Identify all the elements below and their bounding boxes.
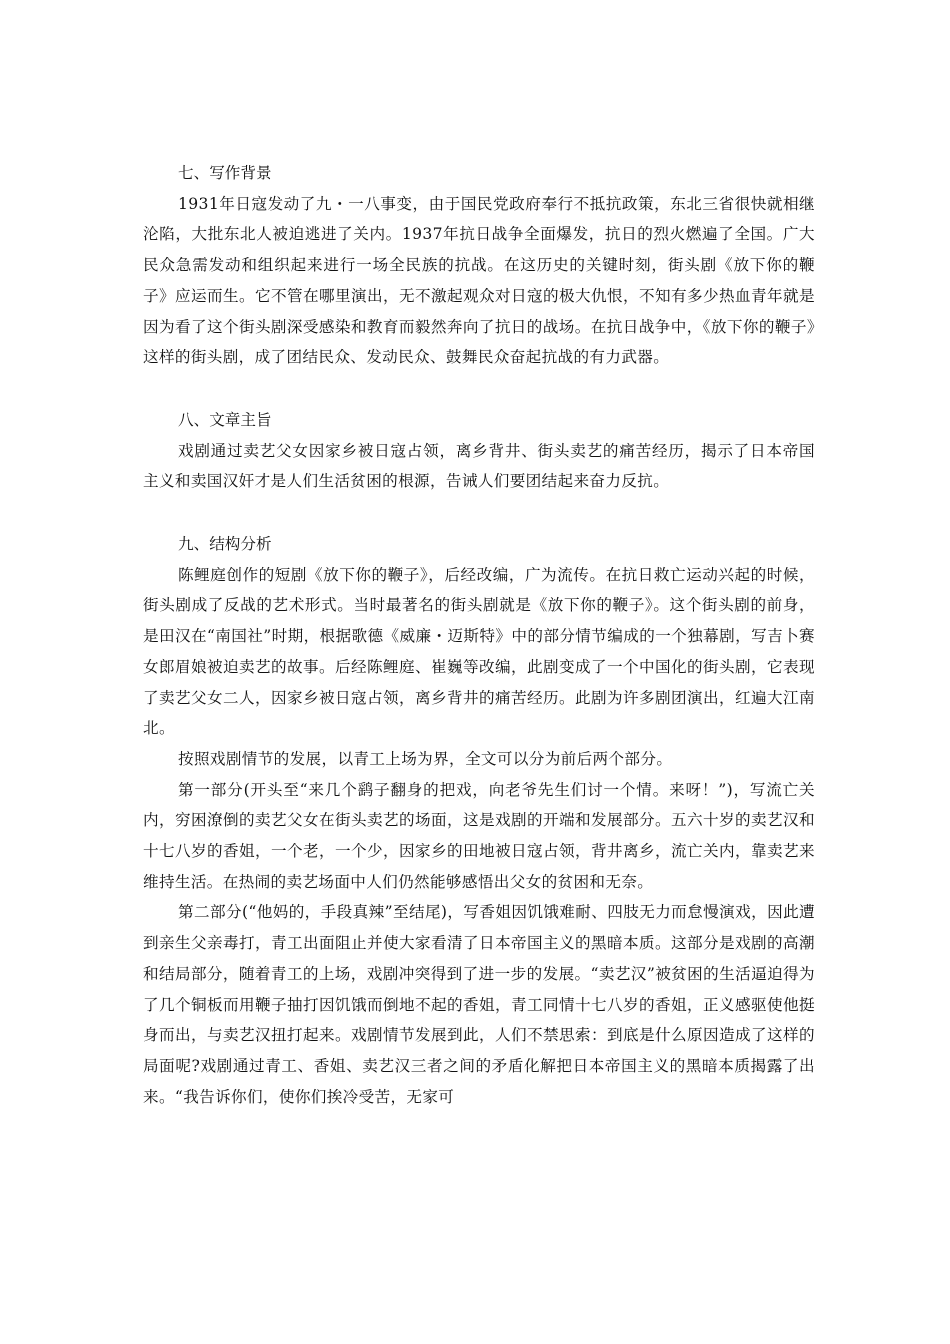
paragraph: 1931年日寇发动了九・一八事变，由于国民党政府奉行不抵抗政策，东北三省很快就相继沦陷，大批东北人被迫逃进了关内。1937年抗日战争全面爆发，抗日的烈火燃遍了全国。广大民众急需发动和组织起来进行一场全民族的抗战。在这历史的关键时刻，街头剧《放下你的鞭子》应运而生。它不管在哪里演出，无不激起观众对日寇的极大仇恨，不知有多少热血青年就是因为看了这个街头剧深受感染和教育而毅然奔向了抗日的战场。在抗日战争中，《放下你的鞭子》这样的街头剧，成了团结民众、发动民众、鼓舞民众奋起抗战的有力武器。 (143, 194, 815, 367)
paragraph: 陈鲤庭创作的短剧《放下你的鞭子》，后经改编，广为流传。在抗日救亡运动兴起的时候，街头剧成了反战的艺术形式。当时最著名的街头剧就是《放下你的鞭子》。这个街头剧的前身，是田汉在“南国社”时期，根据歌德《威廉・迈斯特》中的部分情节编成的一个独幕剧，写吉卜赛女郎眉娘被迫卖艺的故事。后经陈鲤庭、崔巍等改编，此剧变成了一个中国化的街头剧，它表现了卖艺父女二人，因家乡被日寇占领，离乡背井的痛苦经历。此剧为许多剧团演出，红遍大江南北。 (143, 565, 815, 738)
section-structure-analysis (143, 529, 815, 1112)
paragraph: 按照戏剧情节的发展，以青工上场为界，全文可以分为前后两个部分。 (178, 749, 673, 768)
paragraph: 第一部分(开头至“来几个鹞子翻身的把戏，向老爷先生们讨一个情。来呀！”)，写流亡关内，穷困潦倒的卖艺父女在街头卖艺的场面，这是戏剧的开端和发展部分。五六十岁的卖艺汉和十七八岁的香姐，一个老，一个少，因家乡的田地被日寇占领，背井离乡，流亡关内，靠卖艺来维持生活。在热闹的卖艺场面中人们仍然能够感悟出父女的贫困和无奈。 (143, 780, 815, 891)
paragraph: 戏剧通过卖艺父女因家乡被日寇占领，离乡背井、街头卖艺的痛苦经历，揭示了日本帝国主义和卖国汉奸才是人们生活贫困的根源，告诫人们要团结起来奋力反抗。 (143, 441, 815, 491)
section-writing-background (143, 158, 815, 373)
section-heading: 九、结构分析 (178, 535, 272, 554)
section-heading: 七、写作背景 (178, 164, 272, 182)
section-main-theme (143, 405, 815, 497)
document-body (143, 158, 815, 1112)
paragraph: 第二部分(“他妈的，手段真辣”至结尾)，写香姐因饥饿难耐、四肢无力而怠慢演戏，因此遭到亲生父亲毒打，青工出面阻止并使大家看清了日本帝国主义的黑暗本质。这部分是戏剧的高潮和结局部分，随着青工的上场，戏剧冲突得到了进一步的发展。“卖艺汉”被贫困的生活逼迫得为了几个铜板而用鞭子抽打因饥饿而倒地不起的香姐，青工同情十七八岁的香姐，正义感驱使他挺身而出，与卖艺汉扭打起来。戏剧情节发展到此，人们不禁思索：到底是什么原因造成了这样的局面呢?戏剧通过青工、香姐、卖艺汉三者之间的矛盾化解把日本帝国主义的黑暗本质揭露了出来。“我告诉你们，使你们挨冷受苦，无家可 (143, 903, 815, 1106)
section-heading: 八、文章主旨 (178, 410, 272, 429)
